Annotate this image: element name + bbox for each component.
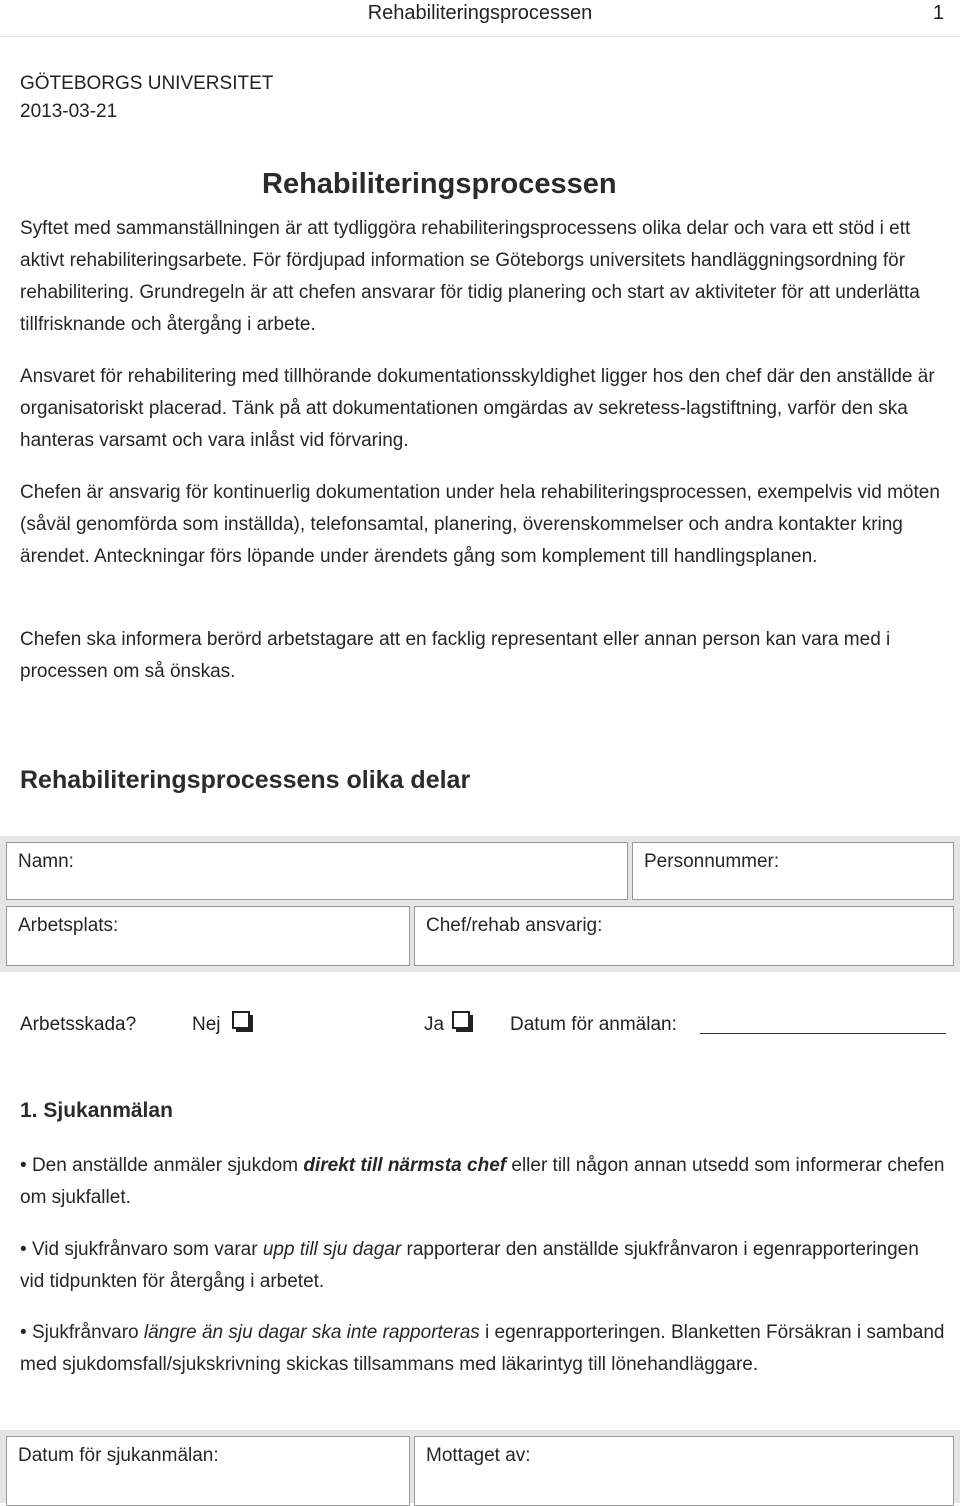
injury-yes-checkbox[interactable]	[452, 1011, 470, 1029]
page-number: 1	[932, 2, 944, 24]
bullet-item: • Den anställde anmäler sjukdom direkt till närmsta chef eller till någon annan utsedd som informerar chefen om sjukfallet.	[20, 1155, 945, 1208]
bullet-item: • Sjukfrånvaro längre än sju dagar ska inte rapporteras i egenrapporteringen. Blanketten Försäkran i samband med sjukdomsfall/sjukskrivning skickas tillsammans med läkarintyg till lönehandläggare.	[20, 1322, 945, 1375]
name-label: Namn:	[18, 851, 74, 872]
personnummer-label: Personnummer:	[644, 851, 780, 872]
injury-no-label: Nej	[192, 1014, 221, 1035]
report-date-line[interactable]	[700, 1033, 946, 1034]
sick-report-form	[0, 1430, 960, 1503]
emphasis: upp till sju dagar	[262, 1239, 402, 1260]
manager-field[interactable]	[414, 906, 954, 966]
workplace-label: Arbetsplats:	[18, 915, 119, 936]
received-by-field[interactable]	[414, 1436, 954, 1506]
doc-date: 2013-03-21	[20, 101, 118, 122]
section-heading: Rehabiliteringsprocessens olika delar	[20, 766, 471, 794]
report-date-label: Datum för anmälan:	[510, 1014, 677, 1035]
injury-question: Arbetsskada?	[20, 1014, 137, 1035]
employee-info-form	[0, 836, 960, 972]
bullet-item: • Vid sjukfrånvaro som varar upp till sju dagar rapporterar den anställde sjukfrånvaron i egenrapporteringen vid tidpunkten för återgång i arbetet.	[20, 1239, 919, 1292]
union-paragraph: Chefen ska informera berörd arbetstagare att en facklig representant eller annan person kan vara med i processen om så önskas.	[20, 629, 891, 682]
responsibility-paragraph: Ansvaret för rehabilitering med tillhörande dokumentationsskyldighet ligger hos den chef där den anställde är organisatoriskt placerad. Tänk på att dokumentationen omgärdas av sekretess-lagstiftning, varför den ska hanteras varsamt och vara inlåst vid förvaring.	[20, 366, 935, 451]
workplace-field[interactable]	[6, 906, 410, 966]
injury-yes-label: Ja	[424, 1014, 445, 1035]
header-divider	[0, 36, 960, 37]
emphasis: längre än sju dagar ska inte rapporteras	[143, 1322, 480, 1343]
bullet-icon: •	[20, 1155, 32, 1176]
bullet-icon: •	[20, 1322, 32, 1343]
sick-report-date-label: Datum för sjukanmälan:	[18, 1445, 219, 1466]
bullet-icon: •	[20, 1239, 32, 1260]
emphasis: direkt till närmsta chef	[303, 1155, 507, 1176]
sick-report-heading: 1. Sjukanmälan	[20, 1099, 173, 1122]
org-name: GÖTEBORGS UNIVERSITET	[20, 73, 274, 94]
name-field[interactable]	[6, 842, 628, 900]
manager-label: Chef/rehab ansvarig:	[426, 915, 603, 936]
page-title: Rehabiliteringsprocessen	[262, 168, 617, 200]
running-header: Rehabiliteringsprocessen	[367, 2, 593, 24]
personnummer-field[interactable]	[632, 842, 954, 900]
documentation-paragraph: Chefen är ansvarig för kontinuerlig dokumentation under hela rehabiliteringsprocessen, exempelvis vid möten (såväl genomförda som inställda), telefonsamtal, planering, överenskommelser och andra kontakter kring ärendet. Anteckningar förs löpande under ärendets gång som komplement till handlingsplanen.	[20, 482, 940, 567]
intro-paragraph: Syftet med sammanställningen är att tydliggöra rehabiliteringsprocessens olika delar och vara ett stöd i ett aktivt rehabiliteringsarbete. För fördjupad information se Göteborgs universitets handläggningsordning för rehabilitering. Grundregeln är att chefen ansvarar för tidig planering och start av aktiviteter för att underlätta tillfrisknande och återgång i arbete.	[20, 218, 920, 335]
sick-report-date-field[interactable]	[6, 1436, 410, 1506]
injury-no-checkbox[interactable]	[232, 1011, 250, 1029]
received-by-label: Mottaget av:	[426, 1445, 531, 1466]
